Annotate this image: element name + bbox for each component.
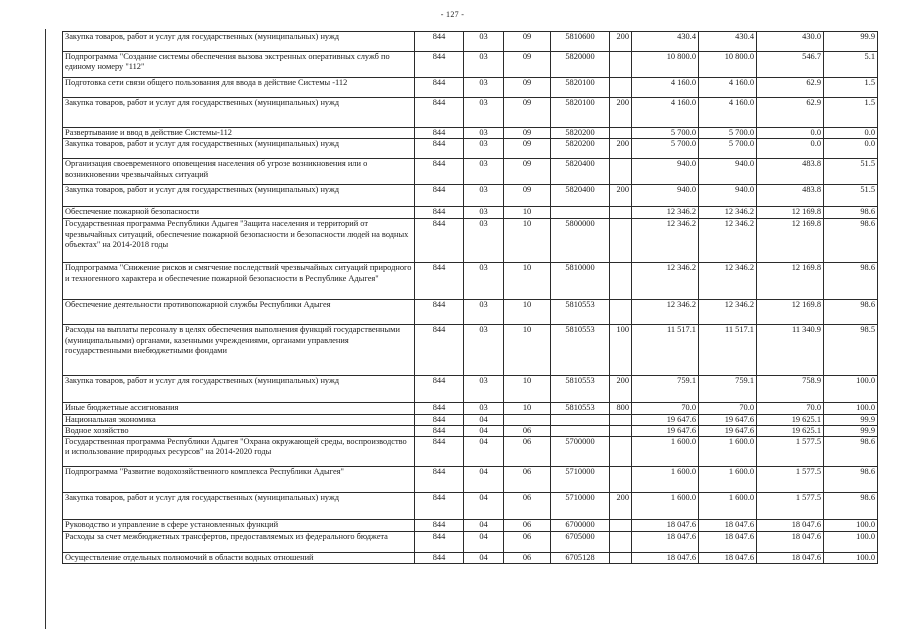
target-article-code-cell: 5710000: [551, 493, 610, 520]
budget-schedule-amount-cell: 12 346.2: [699, 300, 757, 325]
subsection-code-cell: 09: [504, 185, 551, 207]
admin-code-cell: 844: [415, 139, 464, 159]
section-code-cell: 04: [464, 493, 504, 520]
executed-amount-cell: 758.9: [757, 376, 824, 403]
approved-amount-cell: 4 160.0: [632, 78, 699, 98]
executed-amount-cell: 19 625.1: [757, 414, 824, 425]
subsection-code-cell: 09: [504, 98, 551, 128]
budget-schedule-amount-cell: 18 047.6: [699, 553, 757, 564]
target-article-code-cell: 5820400: [551, 185, 610, 207]
row-name-cell: Государственная программа Республики Адыгея "Защита населения и территорий от чрезвычайных ситуаций, обеспечение пожарной безопасности и безопасности людей на водных объектах" на 2014-2018 годы: [63, 219, 415, 263]
execution-percent-cell: 98.6: [824, 493, 878, 520]
row-name-cell: Подпрограмма "Развитие водохозяйственного комплекса Республики Адыгея": [63, 467, 415, 493]
execution-percent-cell: 100.0: [824, 376, 878, 403]
admin-code-cell: 844: [415, 325, 464, 376]
subsection-code-cell: 10: [504, 325, 551, 376]
expense-type-code-cell: [610, 52, 632, 78]
budget-schedule-amount-cell: 5 700.0: [699, 128, 757, 139]
executed-amount-cell: 19 625.1: [757, 425, 824, 436]
subsection-code-cell: 06: [504, 520, 551, 532]
table-row: [63, 414, 878, 425]
section-code-cell: 03: [464, 376, 504, 403]
execution-percent-cell: 51.5: [824, 185, 878, 207]
admin-code-cell: 844: [415, 98, 464, 128]
admin-code-cell: 844: [415, 185, 464, 207]
executed-amount-cell: 62.9: [757, 78, 824, 98]
executed-amount-cell: 18 047.6: [757, 520, 824, 532]
approved-amount-cell: 1 600.0: [632, 493, 699, 520]
execution-percent-cell: 0.0: [824, 139, 878, 159]
row-name-cell: Организация своевременного оповещения населения об угрозе возникновения или о возникновении чрезвычайных ситуаций: [63, 159, 415, 185]
approved-amount-cell: 18 047.6: [632, 532, 699, 553]
row-name-cell: Иные бюджетные ассигнования: [63, 403, 415, 414]
target-article-code-cell: 5800000: [551, 219, 610, 263]
executed-amount-cell: 12 169.8: [757, 219, 824, 263]
section-code-cell: 04: [464, 414, 504, 425]
executed-amount-cell: 62.9: [757, 98, 824, 128]
approved-amount-cell: 11 517.1: [632, 325, 699, 376]
table-row: [63, 219, 878, 263]
target-article-code-cell: 5820100: [551, 98, 610, 128]
executed-amount-cell: 483.8: [757, 185, 824, 207]
execution-percent-cell: 51.5: [824, 159, 878, 185]
executed-amount-cell: 546.7: [757, 52, 824, 78]
expense-type-code-cell: [610, 414, 632, 425]
expense-type-code-cell: 200: [610, 139, 632, 159]
table-row: [63, 263, 878, 300]
table-row: [63, 78, 878, 98]
section-code-cell: 03: [464, 207, 504, 219]
admin-code-cell: 844: [415, 207, 464, 219]
row-name-cell: Руководство и управление в сфере установленных функций: [63, 520, 415, 532]
subsection-code-cell: 10: [504, 300, 551, 325]
approved-amount-cell: 1 600.0: [632, 467, 699, 493]
subsection-code-cell: 09: [504, 78, 551, 98]
row-name-cell: Подготовка сети связи общего пользования для ввода в действие Системы -112: [63, 78, 415, 98]
expense-type-code-cell: [610, 207, 632, 219]
target-article-code-cell: 5820400: [551, 159, 610, 185]
table-row: [63, 300, 878, 325]
executed-amount-cell: 12 169.8: [757, 263, 824, 300]
executed-amount-cell: 430.0: [757, 32, 824, 52]
target-article-code-cell: [551, 414, 610, 425]
row-name-cell: Государственная программа Республики Адыгея "Охрана окружающей среды, воспроизводство и использование природных ресурсов" на 2014-2020 годы: [63, 437, 415, 467]
execution-percent-cell: 0.0: [824, 128, 878, 139]
approved-amount-cell: 19 647.6: [632, 414, 699, 425]
budget-schedule-amount-cell: 940.0: [699, 185, 757, 207]
target-article-code-cell: 5820200: [551, 128, 610, 139]
row-name-cell: Развертывание и ввод в действие Системы-112: [63, 128, 415, 139]
target-article-code-cell: 5810553: [551, 325, 610, 376]
budget-schedule-amount-cell: 12 346.2: [699, 207, 757, 219]
target-article-code-cell: 5820000: [551, 52, 610, 78]
admin-code-cell: 844: [415, 520, 464, 532]
row-name-cell: Закупка товаров, работ и услуг для государственных (муниципальных) нужд: [63, 139, 415, 159]
executed-amount-cell: 12 169.8: [757, 207, 824, 219]
subsection-code-cell: 06: [504, 553, 551, 564]
expense-type-code-cell: 200: [610, 376, 632, 403]
table-row: [63, 493, 878, 520]
target-article-code-cell: 6700000: [551, 520, 610, 532]
expense-type-code-cell: 200: [610, 98, 632, 128]
table-row: [63, 325, 878, 376]
budget-schedule-amount-cell: 18 047.6: [699, 532, 757, 553]
row-name-cell: Осуществление отдельных полномочий в области водных отношений: [63, 553, 415, 564]
expense-type-code-cell: [610, 263, 632, 300]
section-code-cell: 04: [464, 467, 504, 493]
budget-schedule-amount-cell: 4 160.0: [699, 98, 757, 128]
admin-code-cell: 844: [415, 493, 464, 520]
subsection-code-cell: 09: [504, 32, 551, 52]
execution-percent-cell: 99.9: [824, 32, 878, 52]
execution-percent-cell: 98.6: [824, 467, 878, 493]
budget-schedule-amount-cell: 19 647.6: [699, 425, 757, 436]
admin-code-cell: 844: [415, 263, 464, 300]
admin-code-cell: 844: [415, 128, 464, 139]
section-code-cell: 04: [464, 553, 504, 564]
execution-percent-cell: 100.0: [824, 553, 878, 564]
section-code-cell: 03: [464, 263, 504, 300]
approved-amount-cell: 70.0: [632, 403, 699, 414]
budget-schedule-amount-cell: 759.1: [699, 376, 757, 403]
execution-percent-cell: 98.5: [824, 325, 878, 376]
section-code-cell: 03: [464, 403, 504, 414]
target-article-code-cell: 5810000: [551, 263, 610, 300]
expense-type-code-cell: 800: [610, 403, 632, 414]
execution-percent-cell: 98.6: [824, 437, 878, 467]
subsection-code-cell: 09: [504, 159, 551, 185]
approved-amount-cell: 18 047.6: [632, 553, 699, 564]
row-name-cell: Закупка товаров, работ и услуг для государственных (муниципальных) нужд: [63, 98, 415, 128]
row-name-cell: Расходы на выплаты персоналу в целях обеспечения выполнения функций государственными (муниципальными) органами, казенными учреждениями, органами управления государственными внебюджетными фондами: [63, 325, 415, 376]
expense-type-code-cell: [610, 159, 632, 185]
row-name-cell: Национальная экономика: [63, 414, 415, 425]
table-row: [63, 32, 878, 52]
table-body: [63, 32, 878, 564]
subsection-code-cell: 06: [504, 467, 551, 493]
admin-code-cell: 844: [415, 219, 464, 263]
table-row: [63, 403, 878, 414]
target-article-code-cell: 5820100: [551, 78, 610, 98]
execution-percent-cell: 1.5: [824, 98, 878, 128]
budget-schedule-amount-cell: 1 600.0: [699, 467, 757, 493]
approved-amount-cell: 12 346.2: [632, 263, 699, 300]
section-code-cell: 03: [464, 78, 504, 98]
expense-type-code-cell: [610, 300, 632, 325]
section-code-cell: 03: [464, 128, 504, 139]
budget-schedule-amount-cell: 10 800.0: [699, 52, 757, 78]
admin-code-cell: 844: [415, 300, 464, 325]
expense-type-code-cell: [610, 437, 632, 467]
subsection-code-cell: 06: [504, 532, 551, 553]
admin-code-cell: 844: [415, 425, 464, 436]
subsection-code-cell: 10: [504, 207, 551, 219]
admin-code-cell: 844: [415, 159, 464, 185]
expense-type-code-cell: [610, 532, 632, 553]
section-code-cell: 04: [464, 532, 504, 553]
table-row: [63, 467, 878, 493]
target-article-code-cell: 5820200: [551, 139, 610, 159]
expense-type-code-cell: 100: [610, 325, 632, 376]
section-code-cell: 04: [464, 437, 504, 467]
budget-schedule-amount-cell: 1 600.0: [699, 437, 757, 467]
execution-percent-cell: 98.6: [824, 300, 878, 325]
approved-amount-cell: 5 700.0: [632, 139, 699, 159]
execution-percent-cell: 100.0: [824, 532, 878, 553]
subsection-code-cell: 06: [504, 493, 551, 520]
target-article-code-cell: [551, 207, 610, 219]
admin-code-cell: 844: [415, 403, 464, 414]
table-row: [63, 98, 878, 128]
expense-type-code-cell: 200: [610, 185, 632, 207]
executed-amount-cell: 0.0: [757, 139, 824, 159]
budget-schedule-amount-cell: 70.0: [699, 403, 757, 414]
executed-amount-cell: 1 577.5: [757, 437, 824, 467]
row-name-cell: Закупка товаров, работ и услуг для государственных (муниципальных) нужд: [63, 493, 415, 520]
section-code-cell: 03: [464, 52, 504, 78]
budget-schedule-amount-cell: 19 647.6: [699, 414, 757, 425]
table-row: [63, 520, 878, 532]
admin-code-cell: 844: [415, 52, 464, 78]
subsection-code-cell: 09: [504, 128, 551, 139]
section-code-cell: 04: [464, 520, 504, 532]
budget-schedule-amount-cell: 11 517.1: [699, 325, 757, 376]
page-number: - 127 -: [440, 10, 465, 19]
table-row: [63, 376, 878, 403]
target-article-code-cell: 5810553: [551, 376, 610, 403]
admin-code-cell: 844: [415, 467, 464, 493]
executed-amount-cell: 11 340.9: [757, 325, 824, 376]
table-row: [63, 139, 878, 159]
subsection-code-cell: 10: [504, 219, 551, 263]
expense-type-code-cell: [610, 78, 632, 98]
row-name-cell: Водное хозяйство: [63, 425, 415, 436]
execution-percent-cell: 98.6: [824, 207, 878, 219]
execution-percent-cell: 1.5: [824, 78, 878, 98]
budget-schedule-amount-cell: 430.4: [699, 32, 757, 52]
execution-percent-cell: 98.6: [824, 219, 878, 263]
expense-type-code-cell: [610, 467, 632, 493]
expense-type-code-cell: [610, 219, 632, 263]
admin-code-cell: 844: [415, 414, 464, 425]
approved-amount-cell: 4 160.0: [632, 98, 699, 128]
subsection-code-cell: 10: [504, 376, 551, 403]
admin-code-cell: 844: [415, 553, 464, 564]
approved-amount-cell: 5 700.0: [632, 128, 699, 139]
execution-percent-cell: 100.0: [824, 403, 878, 414]
section-code-cell: 03: [464, 32, 504, 52]
table-row: [63, 425, 878, 436]
table-row: [63, 553, 878, 564]
row-name-cell: Обеспечение пожарной безопасности: [63, 207, 415, 219]
section-code-cell: 03: [464, 185, 504, 207]
approved-amount-cell: 19 647.6: [632, 425, 699, 436]
budget-schedule-amount-cell: 12 346.2: [699, 219, 757, 263]
expense-type-code-cell: 200: [610, 32, 632, 52]
subsection-code-cell: 06: [504, 437, 551, 467]
section-code-cell: 03: [464, 300, 504, 325]
section-code-cell: 03: [464, 219, 504, 263]
table-row: [63, 52, 878, 78]
execution-percent-cell: 99.9: [824, 425, 878, 436]
table-row: [63, 532, 878, 553]
approved-amount-cell: 759.1: [632, 376, 699, 403]
approved-amount-cell: 940.0: [632, 159, 699, 185]
approved-amount-cell: 18 047.6: [632, 520, 699, 532]
target-article-code-cell: 6705128: [551, 553, 610, 564]
expense-type-code-cell: [610, 553, 632, 564]
expense-type-code-cell: 200: [610, 493, 632, 520]
expense-type-code-cell: [610, 128, 632, 139]
budget-expenditure-table: [62, 31, 878, 564]
subsection-code-cell: 06: [504, 425, 551, 436]
table-row: [63, 437, 878, 467]
row-name-cell: Обеспечение деятельности противопожарной службы Республики Адыгея: [63, 300, 415, 325]
executed-amount-cell: 12 169.8: [757, 300, 824, 325]
subsection-code-cell: 10: [504, 403, 551, 414]
budget-schedule-amount-cell: 5 700.0: [699, 139, 757, 159]
target-article-code-cell: 5700000: [551, 437, 610, 467]
executed-amount-cell: 0.0: [757, 128, 824, 139]
approved-amount-cell: 12 346.2: [632, 219, 699, 263]
execution-percent-cell: 99.9: [824, 414, 878, 425]
executed-amount-cell: 1 577.5: [757, 493, 824, 520]
execution-percent-cell: 100.0: [824, 520, 878, 532]
target-article-code-cell: 5810553: [551, 403, 610, 414]
table-row: [63, 159, 878, 185]
table-row: [63, 185, 878, 207]
approved-amount-cell: 12 346.2: [632, 300, 699, 325]
executed-amount-cell: 1 577.5: [757, 467, 824, 493]
section-code-cell: 03: [464, 159, 504, 185]
execution-percent-cell: 98.6: [824, 263, 878, 300]
section-code-cell: 03: [464, 98, 504, 128]
executed-amount-cell: 18 047.6: [757, 532, 824, 553]
table-row: [63, 128, 878, 139]
expense-type-code-cell: [610, 520, 632, 532]
expense-type-code-cell: [610, 425, 632, 436]
budget-schedule-amount-cell: 4 160.0: [699, 78, 757, 98]
budget-schedule-amount-cell: 1 600.0: [699, 493, 757, 520]
row-name-cell: Расходы за счет межбюджетных трансфертов, предоставляемых из федерального бюджета: [63, 532, 415, 553]
subsection-code-cell: 09: [504, 139, 551, 159]
row-name-cell: Закупка товаров, работ и услуг для государственных (муниципальных) нужд: [63, 32, 415, 52]
section-code-cell: 04: [464, 425, 504, 436]
row-name-cell: Закупка товаров, работ и услуг для государственных (муниципальных) нужд: [63, 376, 415, 403]
row-name-cell: Подпрограмма "Снижение рисков и смягчение последствий чрезвычайных ситуаций природного и техногенного характера и обеспечение пожарной безопасности в Республике Адыгея": [63, 263, 415, 300]
table-row: [63, 207, 878, 219]
row-name-cell: Закупка товаров, работ и услуг для государственных (муниципальных) нужд: [63, 185, 415, 207]
row-name-cell: Подпрограмма "Создание системы обеспечения вызова экстренных оперативных служб по единому номеру "112": [63, 52, 415, 78]
target-article-code-cell: [551, 425, 610, 436]
budget-schedule-amount-cell: 18 047.6: [699, 520, 757, 532]
target-article-code-cell: 5810553: [551, 300, 610, 325]
target-article-code-cell: 5710000: [551, 467, 610, 493]
execution-percent-cell: 5.1: [824, 52, 878, 78]
executed-amount-cell: 18 047.6: [757, 553, 824, 564]
subsection-code-cell: 10: [504, 263, 551, 300]
executed-amount-cell: 483.8: [757, 159, 824, 185]
section-code-cell: 03: [464, 139, 504, 159]
approved-amount-cell: 1 600.0: [632, 437, 699, 467]
admin-code-cell: 844: [415, 437, 464, 467]
approved-amount-cell: 940.0: [632, 185, 699, 207]
admin-code-cell: 844: [415, 32, 464, 52]
admin-code-cell: 844: [415, 376, 464, 403]
admin-code-cell: 844: [415, 532, 464, 553]
admin-code-cell: 844: [415, 78, 464, 98]
target-article-code-cell: 6705000: [551, 532, 610, 553]
target-article-code-cell: 5810600: [551, 32, 610, 52]
subsection-code-cell: [504, 414, 551, 425]
approved-amount-cell: 430.4: [632, 32, 699, 52]
approved-amount-cell: 10 800.0: [632, 52, 699, 78]
approved-amount-cell: 12 346.2: [632, 207, 699, 219]
subsection-code-cell: 09: [504, 52, 551, 78]
section-code-cell: 03: [464, 325, 504, 376]
budget-schedule-amount-cell: 12 346.2: [699, 263, 757, 300]
executed-amount-cell: 70.0: [757, 403, 824, 414]
budget-schedule-amount-cell: 940.0: [699, 159, 757, 185]
